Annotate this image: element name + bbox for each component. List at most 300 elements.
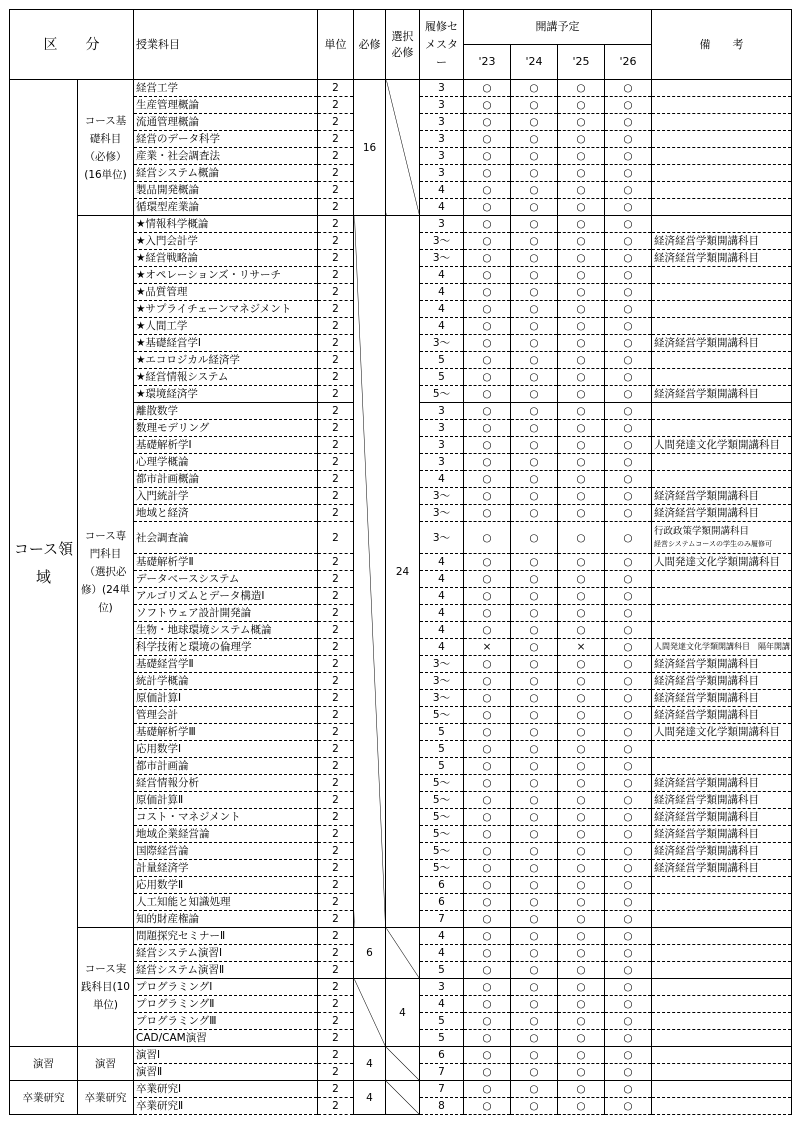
kiso-elective-empty bbox=[386, 80, 420, 216]
subject-name: コスト・マネジメント bbox=[134, 809, 318, 826]
offered-mark: ○ bbox=[558, 216, 605, 233]
offered-mark: ○ bbox=[464, 979, 511, 996]
table-row bbox=[10, 928, 792, 945]
subject-units: 2 bbox=[318, 199, 354, 216]
subject-units: 2 bbox=[318, 639, 354, 656]
offered-mark: ○ bbox=[558, 1013, 605, 1030]
offered-mark: ○ bbox=[511, 301, 558, 318]
offered-mark: ○ bbox=[558, 403, 605, 420]
offered-mark: ○ bbox=[511, 588, 558, 605]
subject-name: ★環境経済学 bbox=[134, 386, 318, 403]
subject-remark bbox=[652, 622, 792, 639]
offered-mark: ○ bbox=[511, 437, 558, 454]
offered-mark: ○ bbox=[511, 233, 558, 250]
subject-semester: 3 bbox=[420, 165, 464, 182]
offered-mark: ○ bbox=[605, 571, 652, 588]
offered-mark: ○ bbox=[558, 894, 605, 911]
senmon-required-empty bbox=[354, 216, 386, 928]
offered-mark: ○ bbox=[605, 894, 652, 911]
offered-mark: ○ bbox=[558, 758, 605, 775]
offered-mark: ○ bbox=[605, 80, 652, 97]
subject-semester: 3～ bbox=[420, 656, 464, 673]
subject-remark: 経済経営学類開講科目 bbox=[652, 826, 792, 843]
subject-units: 2 bbox=[318, 724, 354, 741]
subject-units: 2 bbox=[318, 554, 354, 571]
subject-name: 卒業研究Ⅱ bbox=[134, 1098, 318, 1115]
subject-semester: 4 bbox=[420, 588, 464, 605]
group-kiso: コース基礎科目（必修）(16単位) bbox=[78, 80, 134, 216]
offered-mark: ○ bbox=[558, 199, 605, 216]
subject-units: 2 bbox=[318, 928, 354, 945]
offered-mark: ○ bbox=[605, 979, 652, 996]
offered-mark: ○ bbox=[605, 1030, 652, 1047]
offered-mark: ○ bbox=[558, 505, 605, 522]
subject-semester: 4 bbox=[420, 301, 464, 318]
enshu-required-total: 4 bbox=[354, 1047, 386, 1081]
offered-mark: ○ bbox=[558, 996, 605, 1013]
subject-remark bbox=[652, 284, 792, 301]
subject-name: 経営システム概論 bbox=[134, 165, 318, 182]
subject-remark bbox=[652, 1064, 792, 1081]
offered-mark: ○ bbox=[464, 741, 511, 758]
subject-name: 基礎解析学Ⅱ bbox=[134, 554, 318, 571]
offered-mark: ○ bbox=[511, 318, 558, 335]
subject-semester: 6 bbox=[420, 894, 464, 911]
offered-mark: ○ bbox=[605, 911, 652, 928]
offered-mark: ○ bbox=[558, 335, 605, 352]
subject-units: 2 bbox=[318, 522, 354, 554]
offered-mark: ○ bbox=[511, 114, 558, 131]
subject-semester: 5～ bbox=[420, 707, 464, 724]
offered-mark: ○ bbox=[558, 673, 605, 690]
subject-semester: 4 bbox=[420, 996, 464, 1013]
offered-mark: ○ bbox=[511, 843, 558, 860]
subject-name: 問題探究セミナーⅡ bbox=[134, 928, 318, 945]
subject-name: 統計学概論 bbox=[134, 673, 318, 690]
offered-mark: ○ bbox=[558, 945, 605, 962]
subject-units: 2 bbox=[318, 1098, 354, 1115]
offered-mark: ○ bbox=[464, 809, 511, 826]
subject-name: 原価計算Ⅰ bbox=[134, 690, 318, 707]
subject-remark bbox=[652, 1081, 792, 1098]
subject-semester: 3 bbox=[420, 420, 464, 437]
offered-mark: ○ bbox=[464, 911, 511, 928]
offered-mark: ○ bbox=[464, 792, 511, 809]
offered-mark: ○ bbox=[558, 114, 605, 131]
subject-name: 演習Ⅱ bbox=[134, 1064, 318, 1081]
offered-mark: ○ bbox=[558, 488, 605, 505]
subject-semester: 5 bbox=[420, 352, 464, 369]
subject-name: 離散数学 bbox=[134, 403, 318, 420]
offered-mark: ○ bbox=[464, 182, 511, 199]
offered-mark: ○ bbox=[605, 522, 652, 554]
offered-mark: ○ bbox=[558, 775, 605, 792]
offered-mark: ○ bbox=[511, 996, 558, 1013]
offered-mark: ○ bbox=[511, 894, 558, 911]
offered-mark: ○ bbox=[511, 1013, 558, 1030]
offered-mark: ○ bbox=[511, 1030, 558, 1047]
offered-mark: ○ bbox=[605, 1081, 652, 1098]
offered-mark: ○ bbox=[558, 690, 605, 707]
offered-mark: ○ bbox=[558, 250, 605, 267]
subject-remark: 経済経営学類開講科目 bbox=[652, 690, 792, 707]
offered-mark: ○ bbox=[511, 639, 558, 656]
offered-mark: ○ bbox=[558, 454, 605, 471]
subject-remark bbox=[652, 758, 792, 775]
subject-units: 2 bbox=[318, 488, 354, 505]
subject-name: ★経営戦略論 bbox=[134, 250, 318, 267]
subject-remark bbox=[652, 199, 792, 216]
subject-remark bbox=[652, 216, 792, 233]
subject-name: 心理学概論 bbox=[134, 454, 318, 471]
remark-note: 経営システムコースの学生のみ履修可 bbox=[654, 539, 772, 548]
offered-mark: ○ bbox=[558, 571, 605, 588]
jissen-required-empty bbox=[354, 979, 386, 1047]
offered-mark: ○ bbox=[464, 1064, 511, 1081]
offered-mark: ○ bbox=[511, 352, 558, 369]
subject-units: 2 bbox=[318, 775, 354, 792]
subject-units: 2 bbox=[318, 656, 354, 673]
offered-mark: ○ bbox=[605, 386, 652, 403]
header-year-25: '25 bbox=[558, 45, 605, 80]
subject-name: ★エコロジカル経済学 bbox=[134, 352, 318, 369]
offered-mark: ○ bbox=[558, 386, 605, 403]
subject-units: 2 bbox=[318, 588, 354, 605]
subject-name: 計量経済学 bbox=[134, 860, 318, 877]
subject-remark bbox=[652, 131, 792, 148]
subject-units: 2 bbox=[318, 707, 354, 724]
subject-remark: 人間発達文化学類開講科目 bbox=[652, 724, 792, 741]
offered-mark: ○ bbox=[464, 233, 511, 250]
subject-name: 生産管理概論 bbox=[134, 97, 318, 114]
offered-mark: ○ bbox=[605, 792, 652, 809]
subject-units: 2 bbox=[318, 673, 354, 690]
subject-semester: 4 bbox=[420, 554, 464, 571]
header-remarks: 備 考 bbox=[652, 10, 792, 80]
offered-mark: ○ bbox=[558, 843, 605, 860]
offered-mark: ○ bbox=[558, 1081, 605, 1098]
subject-units: 2 bbox=[318, 1064, 354, 1081]
offered-mark: ○ bbox=[558, 369, 605, 386]
offered-mark: ○ bbox=[464, 267, 511, 284]
subject-remark bbox=[652, 962, 792, 979]
subject-units: 2 bbox=[318, 114, 354, 131]
table-row bbox=[10, 216, 792, 233]
subject-name: 都市計画概論 bbox=[134, 471, 318, 488]
subject-remark bbox=[652, 420, 792, 437]
subject-semester: 5～ bbox=[420, 775, 464, 792]
offered-mark: ○ bbox=[605, 335, 652, 352]
offered-mark: ○ bbox=[464, 996, 511, 1013]
offered-mark: ○ bbox=[511, 1098, 558, 1115]
subject-name: ★サプライチェーンマネジメント bbox=[134, 301, 318, 318]
offered-mark: ○ bbox=[511, 182, 558, 199]
offered-mark: ○ bbox=[511, 877, 558, 894]
offered-mark: ○ bbox=[605, 690, 652, 707]
offered-mark: ○ bbox=[464, 843, 511, 860]
subject-units: 2 bbox=[318, 131, 354, 148]
subject-name: 経営システム演習Ⅰ bbox=[134, 945, 318, 962]
subject-remark bbox=[652, 369, 792, 386]
subject-name: 科学技術と環境の倫理学 bbox=[134, 639, 318, 656]
offered-mark: × bbox=[464, 639, 511, 656]
subject-units: 2 bbox=[318, 860, 354, 877]
subject-units: 2 bbox=[318, 505, 354, 522]
subject-name: 流通管理概論 bbox=[134, 114, 318, 131]
curriculum-table bbox=[9, 9, 792, 1115]
offered-mark: ○ bbox=[511, 962, 558, 979]
subject-units: 2 bbox=[318, 148, 354, 165]
subject-semester: 4 bbox=[420, 622, 464, 639]
offered-mark: ○ bbox=[558, 588, 605, 605]
subject-units: 2 bbox=[318, 979, 354, 996]
offered-mark: ○ bbox=[558, 826, 605, 843]
offered-mark: ○ bbox=[558, 148, 605, 165]
offered-mark: ○ bbox=[605, 318, 652, 335]
offered-mark: ○ bbox=[558, 318, 605, 335]
offered-mark: ○ bbox=[605, 199, 652, 216]
subject-remark bbox=[652, 877, 792, 894]
subject-units: 2 bbox=[318, 877, 354, 894]
table-row bbox=[10, 1081, 792, 1098]
offered-mark: ○ bbox=[464, 1030, 511, 1047]
offered-mark: ○ bbox=[558, 1098, 605, 1115]
offered-mark: ○ bbox=[605, 928, 652, 945]
subject-remark bbox=[652, 267, 792, 284]
offered-mark: ○ bbox=[464, 945, 511, 962]
subject-remark bbox=[652, 301, 792, 318]
offered-mark: ○ bbox=[605, 250, 652, 267]
subject-semester: 7 bbox=[420, 1081, 464, 1098]
offered-mark: ○ bbox=[464, 165, 511, 182]
group-senmon: コース専門科目（選択必修）(24単位) bbox=[78, 216, 134, 928]
subject-remark bbox=[652, 945, 792, 962]
subject-remark: 経済経営学類開講科目 bbox=[652, 386, 792, 403]
offered-mark: ○ bbox=[511, 165, 558, 182]
subject-remark: 経済経営学類開講科目 bbox=[652, 233, 792, 250]
offered-mark: ○ bbox=[558, 707, 605, 724]
subject-units: 2 bbox=[318, 1013, 354, 1030]
subject-remark: 経済経営学類開講科目 bbox=[652, 792, 792, 809]
subject-remark: 経済経営学類開講科目 bbox=[652, 335, 792, 352]
subject-semester: 5 bbox=[420, 758, 464, 775]
offered-mark: ○ bbox=[558, 741, 605, 758]
subject-name: 基礎経営学Ⅱ bbox=[134, 656, 318, 673]
offered-mark: ○ bbox=[464, 894, 511, 911]
offered-mark: ○ bbox=[605, 437, 652, 454]
offered-mark: ○ bbox=[605, 996, 652, 1013]
subject-remark bbox=[652, 165, 792, 182]
offered-mark: ○ bbox=[511, 826, 558, 843]
subject-semester: 3～ bbox=[420, 673, 464, 690]
subject-units: 2 bbox=[318, 1047, 354, 1064]
subject-semester: 5 bbox=[420, 724, 464, 741]
offered-mark: ○ bbox=[558, 284, 605, 301]
subject-remark: 経済経営学類開講科目 bbox=[652, 809, 792, 826]
offered-mark: ○ bbox=[464, 673, 511, 690]
subject-remark bbox=[652, 979, 792, 996]
offered-mark: ○ bbox=[464, 1081, 511, 1098]
subject-name: 都市計画論 bbox=[134, 758, 318, 775]
subject-name: 製品開発概論 bbox=[134, 182, 318, 199]
offered-mark: ○ bbox=[511, 131, 558, 148]
subject-units: 2 bbox=[318, 216, 354, 233]
subject-units: 2 bbox=[318, 97, 354, 114]
offered-mark: ○ bbox=[464, 199, 511, 216]
offered-mark: ○ bbox=[464, 403, 511, 420]
subject-semester: 5～ bbox=[420, 386, 464, 403]
subject-name: ★経営情報システム bbox=[134, 369, 318, 386]
jissen-elective-total: 4 bbox=[386, 979, 420, 1047]
offered-mark: ○ bbox=[464, 928, 511, 945]
subject-remark: 経済経営学類開講科目 bbox=[652, 488, 792, 505]
offered-mark: ○ bbox=[605, 554, 652, 571]
curriculum-body bbox=[10, 80, 792, 1115]
offered-mark: ○ bbox=[464, 488, 511, 505]
offered-mark: ○ bbox=[464, 131, 511, 148]
sotsu-elective-empty bbox=[386, 1081, 420, 1115]
offered-mark: ○ bbox=[605, 588, 652, 605]
offered-mark: ○ bbox=[511, 454, 558, 471]
offered-mark: ○ bbox=[605, 775, 652, 792]
subject-semester: 4 bbox=[420, 928, 464, 945]
offered-mark: ○ bbox=[464, 80, 511, 97]
offered-mark: ○ bbox=[464, 522, 511, 554]
header-subject: 授業科目 bbox=[134, 10, 318, 80]
jissen-elective-empty bbox=[386, 928, 420, 979]
subject-units: 2 bbox=[318, 301, 354, 318]
offered-mark: ○ bbox=[605, 758, 652, 775]
offered-mark: ○ bbox=[511, 97, 558, 114]
offered-mark: ○ bbox=[464, 826, 511, 843]
offered-mark: ○ bbox=[511, 656, 558, 673]
subject-units: 2 bbox=[318, 267, 354, 284]
subject-units: 2 bbox=[318, 284, 354, 301]
subject-remark: 経済経営学類開講科目 bbox=[652, 656, 792, 673]
offered-mark: ○ bbox=[511, 420, 558, 437]
subject-semester: 6 bbox=[420, 1047, 464, 1064]
subject-name: 応用数学Ⅰ bbox=[134, 741, 318, 758]
subject-remark: 人間発達文化学類開講科目 bbox=[652, 437, 792, 454]
subject-name: データベースシステム bbox=[134, 571, 318, 588]
offered-mark: ○ bbox=[558, 352, 605, 369]
subject-name: 基礎解析学Ⅰ bbox=[134, 437, 318, 454]
subject-semester: 4 bbox=[420, 571, 464, 588]
subject-units: 2 bbox=[318, 165, 354, 182]
offered-mark: ○ bbox=[605, 114, 652, 131]
subject-semester: 5 bbox=[420, 741, 464, 758]
subject-units: 2 bbox=[318, 741, 354, 758]
offered-mark: ○ bbox=[464, 1013, 511, 1030]
subject-remark bbox=[652, 1098, 792, 1115]
subject-semester: 3～ bbox=[420, 233, 464, 250]
subject-units: 2 bbox=[318, 1030, 354, 1047]
offered-mark: ○ bbox=[558, 809, 605, 826]
offered-mark: ○ bbox=[605, 165, 652, 182]
offered-mark: ○ bbox=[605, 656, 652, 673]
offered-mark: ○ bbox=[558, 656, 605, 673]
subject-name: プログラミングⅠ bbox=[134, 979, 318, 996]
offered-mark: ○ bbox=[605, 605, 652, 622]
subject-semester: 3 bbox=[420, 131, 464, 148]
offered-mark: ○ bbox=[464, 1047, 511, 1064]
offered-mark: ○ bbox=[605, 724, 652, 741]
offered-mark: ○ bbox=[464, 707, 511, 724]
subject-remark: 経済経営学類開講科目 bbox=[652, 775, 792, 792]
offered-mark: ○ bbox=[511, 690, 558, 707]
offered-mark: ○ bbox=[464, 216, 511, 233]
subject-semester: 3～ bbox=[420, 690, 464, 707]
offered-mark: ○ bbox=[605, 826, 652, 843]
subject-name: 原価計算Ⅱ bbox=[134, 792, 318, 809]
offered-mark: ○ bbox=[511, 758, 558, 775]
offered-mark: ○ bbox=[558, 877, 605, 894]
subject-semester: 4 bbox=[420, 639, 464, 656]
subject-name: 人工知能と知識処理 bbox=[134, 894, 318, 911]
subject-name: CAD/CAM演習 bbox=[134, 1030, 318, 1047]
subject-units: 2 bbox=[318, 420, 354, 437]
offered-mark: ○ bbox=[464, 318, 511, 335]
offered-mark: ○ bbox=[464, 114, 511, 131]
subject-semester: 4 bbox=[420, 267, 464, 284]
subject-remark bbox=[652, 1047, 792, 1064]
offered-mark: ○ bbox=[464, 962, 511, 979]
subject-semester: 3～ bbox=[420, 250, 464, 267]
offered-mark: ○ bbox=[558, 165, 605, 182]
header-year-26: '26 bbox=[605, 45, 652, 80]
offered-mark: ○ bbox=[605, 707, 652, 724]
offered-mark: ○ bbox=[558, 1030, 605, 1047]
subject-semester: 4 bbox=[420, 199, 464, 216]
subject-remark bbox=[652, 911, 792, 928]
subject-semester: 5～ bbox=[420, 792, 464, 809]
remark-line: 行政政策学類開講科目 bbox=[654, 525, 750, 537]
subject-name: ソフトウェア設計開発論 bbox=[134, 605, 318, 622]
offered-mark: ○ bbox=[464, 656, 511, 673]
offered-mark: ○ bbox=[605, 420, 652, 437]
offered-mark: ○ bbox=[464, 454, 511, 471]
kiso-required-total: 16 bbox=[354, 80, 386, 216]
group-jissen: コース実践科目(10単位) bbox=[78, 928, 134, 1047]
subject-units: 2 bbox=[318, 335, 354, 352]
subject-remark bbox=[652, 741, 792, 758]
offered-mark: ○ bbox=[511, 928, 558, 945]
offered-mark: ○ bbox=[605, 369, 652, 386]
offered-mark: ○ bbox=[605, 148, 652, 165]
offered-mark: ○ bbox=[558, 928, 605, 945]
subject-semester: 3～ bbox=[420, 335, 464, 352]
offered-mark: ○ bbox=[605, 673, 652, 690]
offered-mark: ○ bbox=[605, 284, 652, 301]
subject-units: 2 bbox=[318, 80, 354, 97]
offered-mark: ○ bbox=[464, 97, 511, 114]
subject-units: 2 bbox=[318, 911, 354, 928]
subject-remark bbox=[652, 471, 792, 488]
offered-mark: ○ bbox=[605, 403, 652, 420]
offered-mark: ○ bbox=[511, 80, 558, 97]
offered-mark: × bbox=[558, 639, 605, 656]
offered-mark: ○ bbox=[605, 233, 652, 250]
subject-remark: 経済経営学類開講科目 bbox=[652, 707, 792, 724]
offered-mark: ○ bbox=[558, 911, 605, 928]
offered-mark: ○ bbox=[464, 571, 511, 588]
offered-mark: ○ bbox=[511, 775, 558, 792]
offered-mark: ○ bbox=[605, 1047, 652, 1064]
offered-mark: ○ bbox=[464, 690, 511, 707]
group-course-area: コース領域 bbox=[10, 80, 78, 1047]
subject-remark bbox=[652, 318, 792, 335]
offered-mark: ○ bbox=[605, 945, 652, 962]
